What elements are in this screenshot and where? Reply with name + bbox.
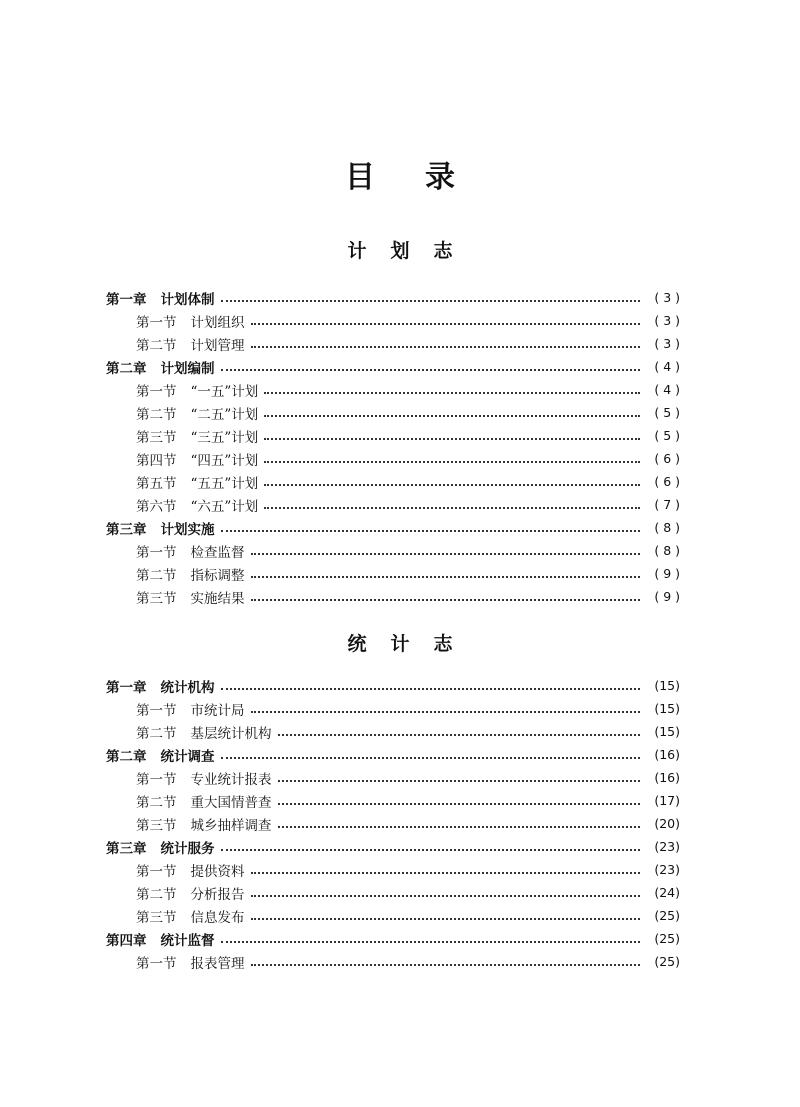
toc-section-entry: [106, 585, 680, 608]
toc-entry-page: (16): [654, 747, 680, 762]
toc-section-entry: [106, 309, 680, 332]
dot-leader: [251, 323, 641, 325]
toc-entry-label: 分析报告: [190, 886, 245, 903]
toc-list-stats: [106, 674, 680, 973]
toc-section-entry: [106, 766, 680, 789]
dot-leader: [251, 964, 641, 966]
toc-entry-number: 第二章: [106, 360, 147, 377]
toc-section-entry: [106, 904, 680, 927]
toc-entry-page: (25): [654, 908, 680, 923]
dot-leader: [221, 369, 641, 371]
toc-section-entry: [106, 539, 680, 562]
dot-leader: [264, 461, 640, 463]
dot-leader: [278, 803, 641, 805]
toc-entry-page: (16): [654, 770, 680, 785]
toc-entry-number: 第三节: [136, 590, 177, 607]
toc-section-entry: [106, 470, 680, 493]
toc-entry-label: 指标调整: [190, 567, 245, 584]
toc-entry-number: 第二节: [136, 725, 177, 742]
toc-section-entry: [106, 447, 680, 470]
toc-entry-number: 第三节: [136, 909, 177, 926]
toc-entry-label: “六五”计划: [190, 498, 259, 515]
dot-leader: [251, 918, 641, 920]
dot-leader: [251, 711, 641, 713]
dot-leader: [221, 941, 641, 943]
toc-entry-number: 第一节: [136, 544, 177, 561]
toc-entry-number: 第三章: [106, 521, 147, 538]
toc-entry-number: 第一章: [106, 291, 147, 308]
dot-leader: [278, 780, 641, 782]
dot-leader: [264, 507, 640, 509]
toc-entry-number: 第二节: [136, 886, 177, 903]
toc-entry-page: (23): [654, 862, 680, 877]
toc-entry-label: 统计服务: [160, 840, 215, 857]
toc-entry-label: “四五”计划: [190, 452, 259, 469]
toc-entry-number: 第二节: [136, 406, 177, 423]
toc-entry-number: 第一节: [136, 863, 177, 880]
toc-entry-page: (17): [654, 793, 680, 808]
toc-entry-label: “一五”计划: [190, 383, 259, 400]
toc-entry-number: 第一节: [136, 383, 177, 400]
dot-leader: [251, 599, 641, 601]
toc-chapter-entry: [106, 743, 680, 766]
toc-entry-number: 第三章: [106, 840, 147, 857]
toc-entry-number: 第二节: [136, 337, 177, 354]
toc-entry-label: 计划编制: [160, 360, 215, 377]
toc-entry-number: 第五节: [136, 475, 177, 492]
toc-entry-label: 计划体制: [160, 291, 215, 308]
section-title-plan: 计划志: [347, 240, 477, 262]
dot-leader: [264, 438, 640, 440]
toc-entry-page: (15): [654, 724, 680, 739]
toc-entry-page: ( 9 ): [654, 566, 680, 581]
toc-entry-page: ( 4 ): [654, 382, 680, 397]
toc-entry-page: ( 8 ): [654, 520, 680, 535]
toc-section-entry: [106, 697, 680, 720]
toc-entry-label: 报表管理: [190, 955, 245, 972]
toc-entry-label: 计划实施: [160, 521, 215, 538]
toc-list-plan: [106, 286, 680, 608]
dot-leader: [278, 826, 641, 828]
dot-leader: [221, 757, 641, 759]
toc-entry-page: ( 6 ): [654, 474, 680, 489]
toc-entry-label: 提供资料: [190, 863, 245, 880]
toc-section-entry: [106, 720, 680, 743]
toc-section-entry: [106, 881, 680, 904]
toc-entry-number: 第一章: [106, 679, 147, 696]
toc-entry-label: 统计机构: [160, 679, 215, 696]
toc-entry-page: ( 3 ): [654, 336, 680, 351]
dot-leader: [251, 346, 641, 348]
dot-leader: [264, 392, 640, 394]
toc-chapter-entry: [106, 355, 680, 378]
toc-entry-page: (23): [654, 839, 680, 854]
toc-entry-page: (15): [654, 701, 680, 716]
toc-chapter-entry: [106, 516, 680, 539]
toc-entry-number: 第一节: [136, 314, 177, 331]
toc-entry-number: 第三节: [136, 817, 177, 834]
toc-entry-page: ( 4 ): [654, 359, 680, 374]
toc-entry-page: ( 9 ): [654, 589, 680, 604]
toc-chapter-entry: [106, 674, 680, 697]
toc-entry-number: 第三节: [136, 429, 177, 446]
toc-entry-label: “二五”计划: [190, 406, 259, 423]
toc-entry-number: 第二章: [106, 748, 147, 765]
toc-entry-label: 实施结果: [190, 590, 245, 607]
section-title-stats: 统计志: [347, 633, 477, 655]
toc-chapter-entry: [106, 286, 680, 309]
toc-entry-number: 第四章: [106, 932, 147, 949]
dot-leader: [221, 300, 641, 302]
toc-entry-number: 第二节: [136, 567, 177, 584]
toc-chapter-entry: [106, 927, 680, 950]
dot-leader: [278, 734, 641, 736]
toc-section-entry: [106, 332, 680, 355]
toc-entry-label: 城乡抽样调查: [190, 817, 272, 834]
toc-entry-number: 第二节: [136, 794, 177, 811]
toc-entry-page: ( 5 ): [654, 405, 680, 420]
toc-entry-label: 基层统计机构: [190, 725, 272, 742]
toc-entry-label: “五五”计划: [190, 475, 259, 492]
toc-section-entry: [106, 493, 680, 516]
dot-leader: [221, 849, 641, 851]
toc-entry-page: ( 3 ): [654, 290, 680, 305]
toc-section-entry: [106, 562, 680, 585]
toc-entry-label: 检查监督: [190, 544, 245, 561]
toc-section-entry: [106, 789, 680, 812]
toc-entry-number: 第四节: [136, 452, 177, 469]
toc-entry-label: 统计调查: [160, 748, 215, 765]
toc-entry-page: ( 8 ): [654, 543, 680, 558]
toc-entry-page: (24): [654, 885, 680, 900]
toc-section-entry: [106, 378, 680, 401]
toc-entry-label: “三五”计划: [190, 429, 259, 446]
toc-entry-number: 第六节: [136, 498, 177, 515]
toc-section-entry: [106, 950, 680, 973]
dot-leader: [221, 530, 641, 532]
toc-entry-page: (15): [654, 678, 680, 693]
toc-entry-number: 第一节: [136, 955, 177, 972]
toc-entry-label: 专业统计报表: [190, 771, 272, 788]
toc-entry-page: (25): [654, 954, 680, 969]
toc-section-entry: [106, 424, 680, 447]
toc-entry-number: 第一节: [136, 771, 177, 788]
toc-entry-number: 第一节: [136, 702, 177, 719]
toc-section-entry: [106, 401, 680, 424]
toc-section-entry: [106, 812, 680, 835]
toc-entry-label: 计划组织: [190, 314, 245, 331]
toc-entry-page: ( 3 ): [654, 313, 680, 328]
toc-entry-page: ( 6 ): [654, 451, 680, 466]
toc-entry-page: ( 7 ): [654, 497, 680, 512]
toc-entry-label: 计划管理: [190, 337, 245, 354]
toc-entry-label: 统计监督: [160, 932, 215, 949]
dot-leader: [251, 872, 641, 874]
toc-chapter-entry: [106, 835, 680, 858]
toc-entry-page: (20): [654, 816, 680, 831]
toc-entry-label: 市统计局: [190, 702, 245, 719]
toc-entry-page: ( 5 ): [654, 428, 680, 443]
dot-leader: [264, 484, 640, 486]
toc-section-entry: [106, 858, 680, 881]
dot-leader: [221, 688, 641, 690]
dot-leader: [251, 895, 641, 897]
page-title: 目录: [345, 160, 505, 195]
dot-leader: [251, 576, 641, 578]
toc-entry-label: 重大国情普查: [190, 794, 272, 811]
dot-leader: [251, 553, 641, 555]
toc-entry-label: 信息发布: [190, 909, 245, 926]
dot-leader: [264, 415, 640, 417]
toc-entry-page: (25): [654, 931, 680, 946]
